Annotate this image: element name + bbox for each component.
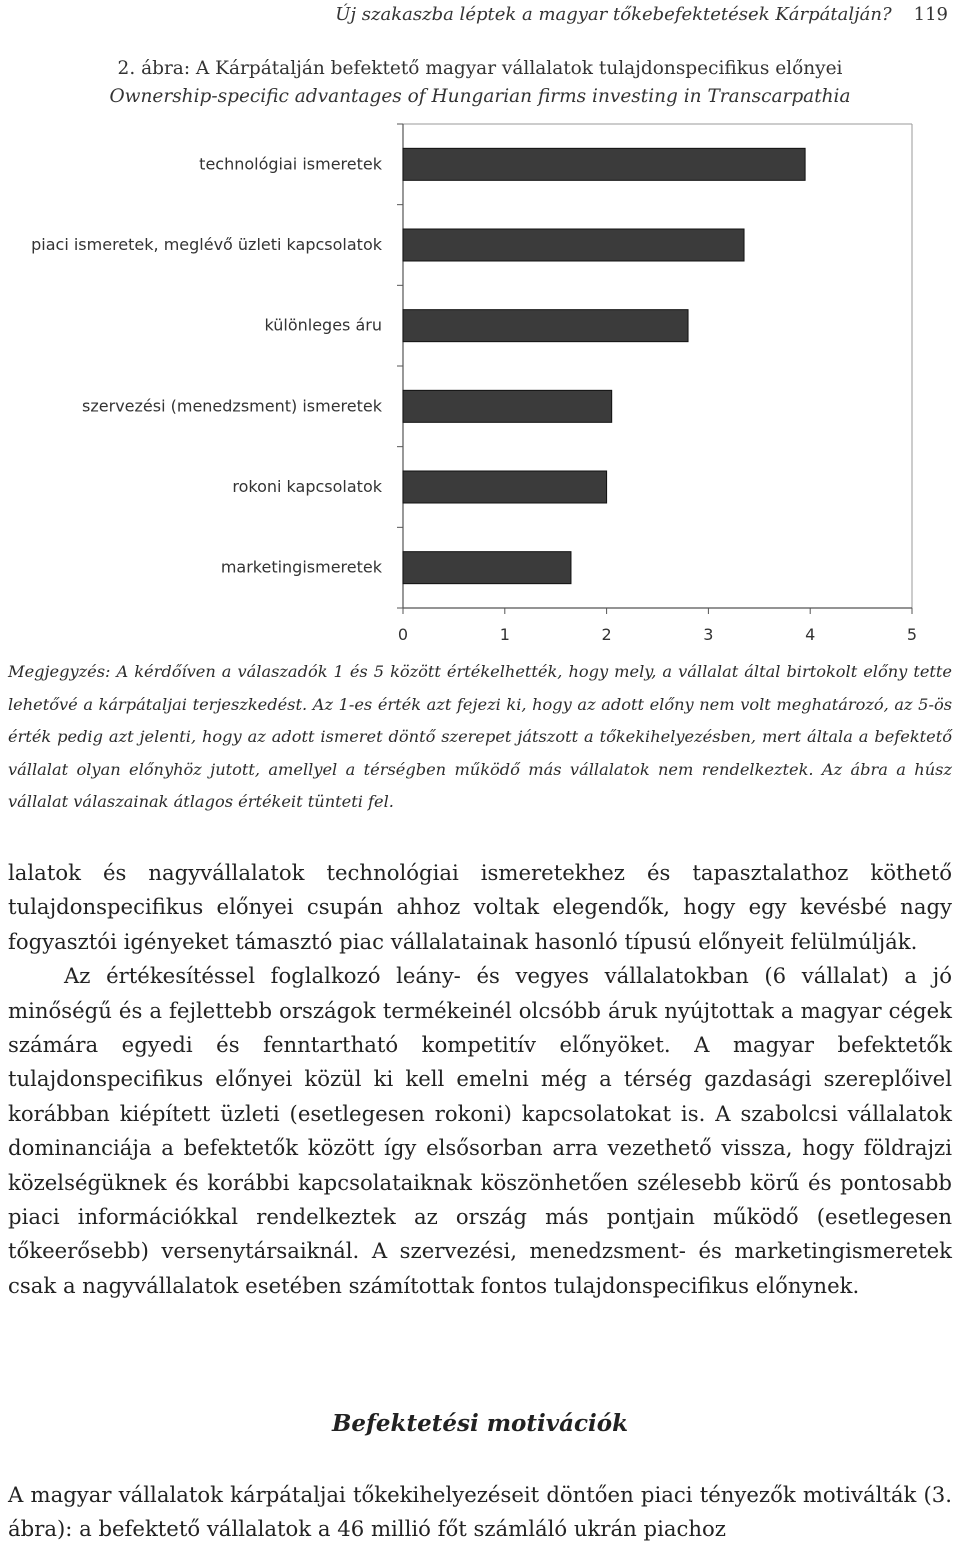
figure-note: [8, 656, 952, 819]
x-tick-label: 2: [601, 625, 612, 644]
paragraph-1: lalatok és nagyvállalatok technológiai ismeretekhez és tapasztalathoz köthető tulajdonspecifikus előnyei csupán ahhoz voltak elegendők, hogy egy kevésbé nagy fogyasztói igényeket támasztó piac vállalatainak hasonló típusú előnyeit felülmúlják.: [8, 860, 952, 954]
category-label: rokoni kapcsolatok: [232, 477, 382, 496]
x-tick-label: 5: [906, 625, 918, 644]
x-tick-label: 1: [499, 625, 510, 644]
x-tick-label: 4: [805, 625, 816, 644]
bar-6: [403, 552, 571, 584]
running-head-title: Új szakaszba léptek a magyar tőkebefektetések Kárpátalján?: [335, 4, 892, 25]
bar-chart: [0, 110, 960, 650]
figure-title-english: Ownership-specific advantages of Hungarian firms investing in Transcarpathia: [109, 86, 851, 107]
category-label: piaci ismeretek, meglévő üzleti kapcsolatok: [31, 235, 382, 254]
category-label: különleges áru: [264, 315, 382, 335]
bar-5: [403, 471, 607, 503]
x-tick-label: 0: [397, 625, 409, 644]
bar-4: [403, 390, 612, 422]
section-heading: Befektetési motivációk: [331, 1410, 629, 1437]
body-text-top: [8, 856, 952, 1303]
figure-title-hungarian: 2. ábra: A Kárpátalján befektető magyar vállalatok tulajdonspecifikus előnyei: [117, 58, 843, 79]
running-head: [335, 4, 948, 25]
paragraph-3: A magyar vállalatok kárpátaljai tőkekihelyezéseit döntően piaci tényezők motiválták (3. ábra): a befektető vállalatok a 46 millió főt számláló ukrán piachoz: [8, 1482, 952, 1542]
page-number: 119: [913, 4, 948, 25]
paragraph-2: Az értékesítéssel foglalkozó leány- és vegyes vállalatokban (6 vállalat) a jó minőségű és a fejlettebb országok termékeinél olcsóbb áruk nyújtottak a magyar cégek számára egyedi és fenntartható kompetitív előnyöket. A magyar befektetők tulajdonspecifikus előnyei közül ki kell emelni még a térség gazdasági szereplőivel korábban kiépített üzleti (esetlegesen rokoni) kapcsolatokat is. A szabolcsi vállalatok dominanciája a befektetők között így elsősorban arra vezethető vissza, hogy földrajzi közelségüknek és korábbi kapcsolataiknak köszönhetően szélesebb körű és pontosabb piaci információkkal rendelkeztek az ország más pontjain működő (esetlegesen tőkeerősebb) versenytársaiknál. A szervezési, menedzsment- és marketingismeretek csak a nagyvállalatok esetében számítottak fontos tulajdonspecifikus előnynek.: [8, 963, 952, 1298]
category-label: marketingismeretek: [220, 557, 382, 577]
bar-3: [403, 310, 688, 342]
bar-2: [403, 229, 744, 261]
figure-note-rest: Az 1-es érték azt fejezi ki, hogy az adott előny nem volt meghatározó, az 5-ös érték pedig azt jelenti, hogy az adott ismeret döntő szerepet játszott a tőkekihelyezésben, mert általa a befektető vállalat olyan előnyhöz jutott, amellyel a térségben működő más vállalatok nem rendelkeztek. Az ábra a húsz vállalat válaszainak átlagos értékeit tünteti fel.: [8, 694, 952, 811]
figure-note-lead: Megjegyzés: A kérdőíven a válaszadók 1 és 5 között értékelhették, hogy mely, a vállalat által birtokolt előny tette lehetővé a kárpátaljai terjeszkedést.: [8, 662, 952, 714]
x-tick-label: 3: [703, 625, 714, 644]
category-label: szervezési (menedzsment) ismeretek: [82, 396, 382, 416]
body-text-bottom: [8, 1478, 952, 1547]
bar-1: [403, 148, 805, 180]
category-label: technológiai ismeretek: [199, 154, 382, 174]
